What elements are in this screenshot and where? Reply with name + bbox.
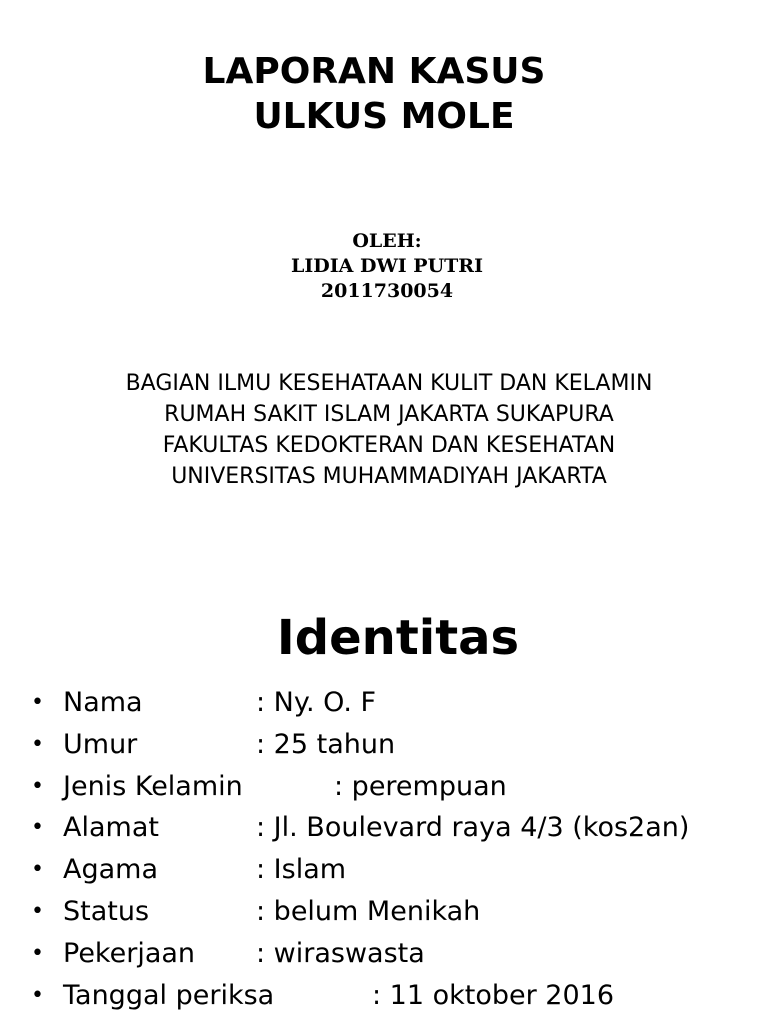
report-subtitle: ULKUS MOLE	[253, 96, 515, 137]
institution-line: UNIVERSITAS MUHAMMADIYAH JAKARTA	[171, 464, 607, 489]
identity-label: Agama	[63, 854, 159, 886]
identity-row-jenis-kelamin	[0, 766, 768, 808]
bullet-icon: •	[31, 898, 44, 924]
identity-row-alamat	[0, 807, 768, 849]
identity-value: : 25 tahun	[256, 728, 396, 760]
bullet-icon: •	[31, 815, 44, 841]
identity-title: Identitas	[276, 610, 520, 666]
identity-value: : 11 oktober 2016	[372, 979, 615, 1011]
bullet-icon: •	[31, 773, 44, 799]
identity-row-pekerjaan	[0, 933, 768, 975]
identity-value: : wiraswasta	[256, 937, 425, 969]
author-name: LIDIA DWI PUTRI	[291, 255, 483, 277]
bullet-icon: •	[31, 982, 44, 1008]
identity-row-status	[0, 891, 768, 933]
institution-line: FAKULTAS KEDOKTERAN DAN KESEHATAN	[162, 433, 616, 458]
identity-value: : perempuan	[334, 770, 507, 802]
identity-list	[0, 682, 768, 1016]
institution-line: BAGIAN ILMU KESEHATAAN KULIT DAN KELAMIN	[125, 371, 653, 396]
identity-value: : belum Menikah	[256, 895, 481, 927]
identity-value: : Islam	[256, 854, 347, 886]
institution-block	[0, 368, 768, 492]
report-title: LAPORAN KASUS	[202, 51, 546, 92]
author-block	[0, 229, 768, 304]
identity-row-nama	[0, 682, 768, 724]
identity-label: Jenis Kelamin	[63, 770, 243, 802]
identity-row-agama	[0, 849, 768, 891]
identity-row-umur	[0, 724, 768, 766]
identity-label: Alamat	[63, 812, 159, 844]
institution-line: RUMAH SAKIT ISLAM JAKARTA SUKAPURA	[164, 402, 614, 427]
identity-value: : Ny. O. F	[256, 687, 377, 718]
bullet-icon: •	[31, 940, 44, 966]
identity-label: Pekerjaan	[63, 937, 196, 969]
identity-label: Nama	[63, 687, 143, 718]
identity-label: Umur	[63, 728, 138, 760]
identity-value: : Jl. Boulevard raya 4/3 (kos2an)	[256, 812, 690, 844]
identity-label: Status	[63, 895, 150, 927]
bullet-icon: •	[31, 857, 44, 883]
identity-row-tanggal-periksa	[0, 975, 768, 1017]
bullet-icon: •	[31, 731, 44, 757]
author-nim: 2011730054	[320, 280, 454, 302]
bullet-icon: •	[31, 690, 44, 715]
identity-slide	[0, 576, 768, 1024]
author-oleh-label: OLEH:	[352, 230, 422, 252]
identity-label: Tanggal periksa	[63, 979, 275, 1011]
